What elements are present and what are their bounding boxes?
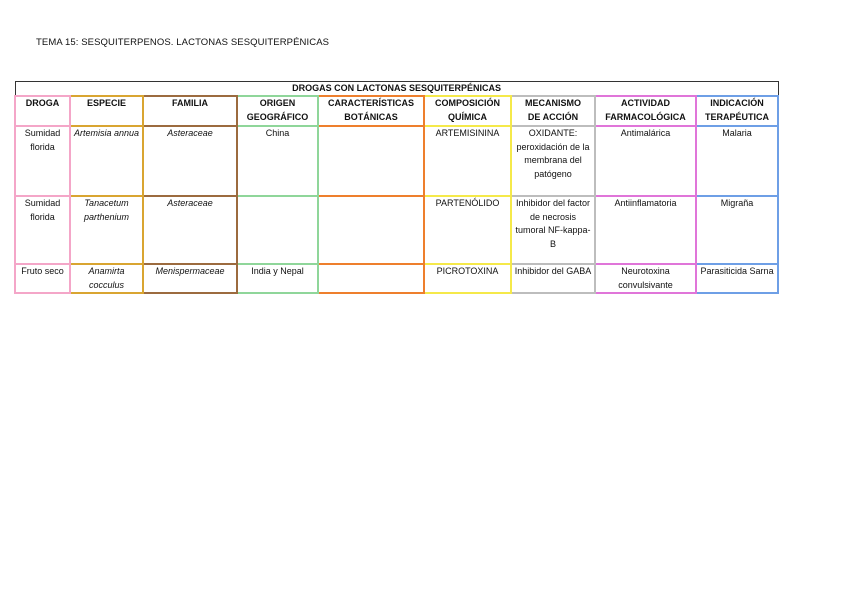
cell-caracteristicas bbox=[318, 264, 424, 293]
cell-actividad: Neurotoxina convulsivante bbox=[595, 264, 696, 293]
cell-mecanismo: Inhibidor del factor de necrosis tumoral NF-kappa-B bbox=[511, 196, 595, 264]
header-origen: ORIGEN GEOGRÁFICO bbox=[237, 96, 318, 126]
header-composicion: COMPOSICIÓN QUÍMICA bbox=[424, 96, 511, 126]
cell-droga: Fruto seco bbox=[15, 264, 70, 293]
cell-especie: Tanacetum parthenium bbox=[70, 196, 143, 264]
cell-actividad: Antimalárica bbox=[595, 126, 696, 196]
cell-actividad: Antiinflamatoria bbox=[595, 196, 696, 264]
header-familia: FAMILIA bbox=[143, 96, 237, 126]
header-indicacion: INDICACIÓN TERAPÉUTICA bbox=[696, 96, 778, 126]
table-row bbox=[15, 196, 778, 264]
cell-indicacion: Parasiticida Sarna bbox=[696, 264, 778, 293]
page-title: TEMA 15: SESQUITERPENOS. LACTONAS SESQUITERPÉNICAS bbox=[36, 37, 330, 48]
cell-familia: Asteraceae bbox=[143, 126, 237, 196]
cell-especie: Anamirta cocculus bbox=[70, 264, 143, 293]
header-row bbox=[15, 96, 778, 126]
cell-origen: China bbox=[237, 126, 318, 196]
cell-origen: India y Nepal bbox=[237, 264, 318, 293]
cell-indicacion: Malaria bbox=[696, 126, 778, 196]
drugs-table bbox=[14, 81, 779, 294]
cell-mecanismo: OXIDANTE: peroxidación de la membrana del patógeno bbox=[511, 126, 595, 196]
cell-droga: Sumidad florida bbox=[15, 196, 70, 264]
cell-caracteristicas bbox=[318, 196, 424, 264]
header-especie: ESPECIE bbox=[70, 96, 143, 126]
cell-familia: Menispermaceae bbox=[143, 264, 237, 293]
header-droga: DROGA bbox=[15, 96, 70, 126]
cell-origen bbox=[237, 196, 318, 264]
cell-mecanismo: Inhibidor del GABA bbox=[511, 264, 595, 293]
cell-especie: Artemisia annua bbox=[70, 126, 143, 196]
cell-composicion: PICROTOXINA bbox=[424, 264, 511, 293]
cell-droga: Sumidad florida bbox=[15, 126, 70, 196]
cell-indicacion: Migraña bbox=[696, 196, 778, 264]
header-caracteristicas: CARACTERÍSTICAS BOTÁNICAS bbox=[318, 96, 424, 126]
cell-familia: Asteraceae bbox=[143, 196, 237, 264]
header-mecanismo: MECANISMO DE ACCIÓN bbox=[511, 96, 595, 126]
table-row bbox=[15, 126, 778, 196]
cell-composicion: ARTEMISININA bbox=[424, 126, 511, 196]
cell-caracteristicas bbox=[318, 126, 424, 196]
cell-composicion: PARTENÓLIDO bbox=[424, 196, 511, 264]
header-actividad: ACTIVIDAD FARMACOLÓGICA bbox=[595, 96, 696, 126]
table-row bbox=[15, 264, 778, 293]
table-caption: DROGAS CON LACTONAS SESQUITERPÉNICAS bbox=[15, 82, 778, 97]
